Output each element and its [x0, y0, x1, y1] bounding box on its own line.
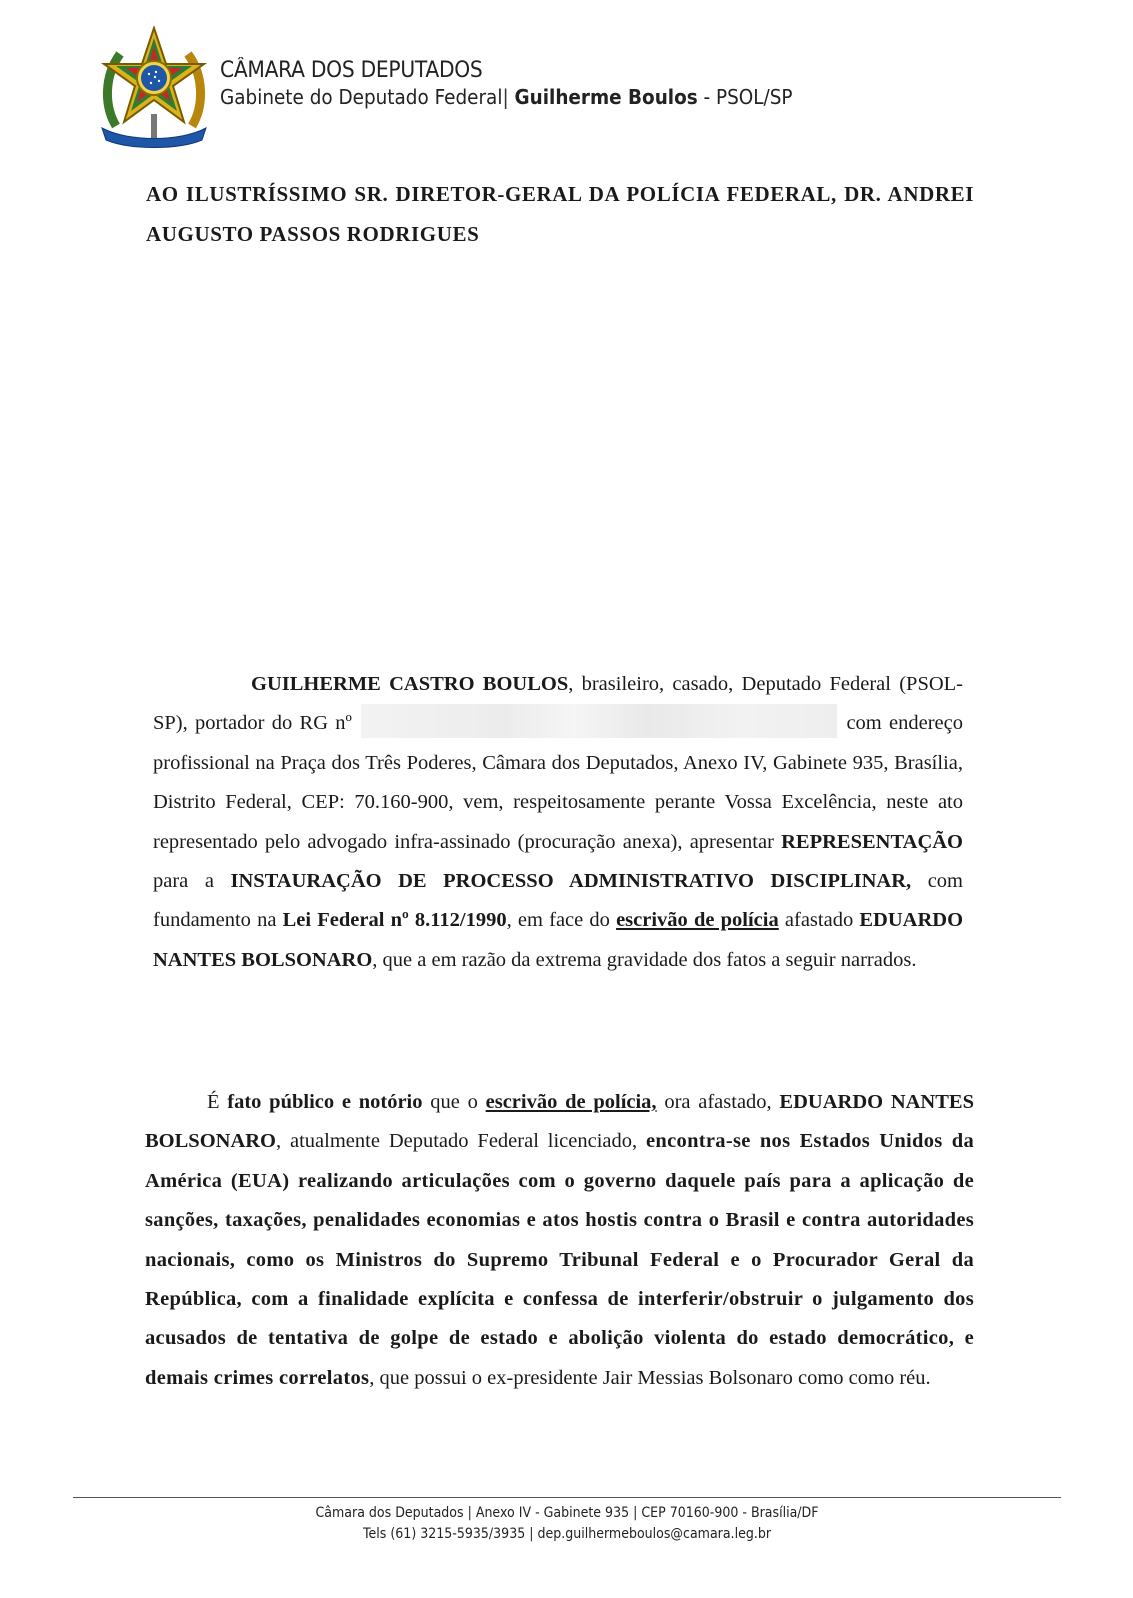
petitioner-name: GUILHERME CASTRO BOULOS — [251, 673, 569, 695]
text-span: , brasileiro, casado, Deputado Federal (PSOL-SP), portador do RG nº — [153, 673, 963, 735]
bold-allegations: encontra-se nos Estados Unidos da América (EUA) realizando articulações com o governo daquele país para a aplicação de sanções, taxações, penalidades economias e atos hostis contra o Brasil e contra autoridades nacionais, como os Ministros do Supremo Tribunal Federal e o Procurador Geral da República, com a finalidade explícita e confessa de interferir/obstruir o julgamento dos acusados de tentativa de golpe de estado e abolição violenta do estado democrático, e demais crimes correlatos — [145, 1130, 974, 1389]
brazil-coat-of-arms-icon — [98, 26, 210, 150]
paragraph-facts — [145, 1083, 974, 1398]
text-span: para a — [153, 870, 231, 893]
footer-divider — [73, 1497, 1061, 1498]
separator: | — [502, 85, 509, 109]
redacted-rg-number — [361, 704, 837, 738]
bold-pad: INSTAURAÇÃO DE PROCESSO ADMINISTRATIVO DISCIPLINAR, — [230, 870, 912, 893]
deputy-name: Guilherme Boulos — [514, 85, 698, 109]
underlined-escrivao: escrivão de polícia, — [485, 1091, 657, 1113]
office-line — [220, 84, 793, 110]
institution-name: CÂMARA DOS DEPUTADOS — [220, 58, 483, 83]
text-span: , em face do — [506, 909, 617, 932]
text-span: , que a em razão da extrema gravidade dos fatos a seguir narrados. — [372, 948, 917, 971]
bold-accused-name: EDUARDO NANTES BOLSONARO — [145, 1091, 974, 1153]
underlined-escrivao: escrivão de polícia — [616, 909, 779, 932]
addressee-heading: AO ILUSTRÍSSIMO SR. DIRETOR-GERAL DA POLÍCIA FEDERAL, DR. ANDREI AUGUSTO PASSOS RODRIGUES — [146, 182, 974, 246]
bold-law: Lei Federal nº 8.112/1990 — [282, 909, 507, 932]
text-span: ora afastado, — [656, 1091, 780, 1113]
footer-contact: Tels (61) 3215-5935/3935 | dep.guilhermeboulos@camara.leg.br — [362, 1526, 772, 1542]
text-span: , que possui o ex-presidente Jair Messias Bolsonaro como como réu. — [369, 1366, 931, 1389]
letterhead — [98, 26, 858, 156]
letterhead-text — [220, 58, 842, 110]
text-span: com fundamento na — [153, 870, 963, 932]
footer — [73, 1503, 1061, 1545]
bold-fato-publico: fato público e notório — [227, 1091, 423, 1113]
footer-address: Câmara dos Deputados | Anexo IV - Gabinete 935 | CEP 70160-900 - Brasília/DF — [315, 1505, 819, 1521]
text-span: que o — [422, 1091, 486, 1113]
bold-representacao: REPRESENTAÇÃO — [781, 830, 963, 853]
text-span: , atualmente Deputado Federal licenciado, — [276, 1130, 647, 1153]
office-label: Gabinete do Deputado Federal — [220, 85, 503, 109]
bold-accused-name: EDUARDO NANTES BOLSONARO — [153, 909, 964, 971]
party-label: - PSOL/SP — [703, 85, 793, 109]
text-span: com endereço profissional na Praça dos Três Poderes, Câmara dos Deputados, Anexo IV, Gabinete 935, Brasília, Distrito Federal, CEP: 70.160-900, vem, respeitosamente perante Vossa Excelência, neste ato representado pelo advogado infra-assinado (procuração anexa), apresentar — [153, 712, 963, 853]
text-span: É — [207, 1091, 228, 1113]
paragraph-representation — [153, 665, 963, 980]
text-span: afastado — [778, 909, 860, 932]
